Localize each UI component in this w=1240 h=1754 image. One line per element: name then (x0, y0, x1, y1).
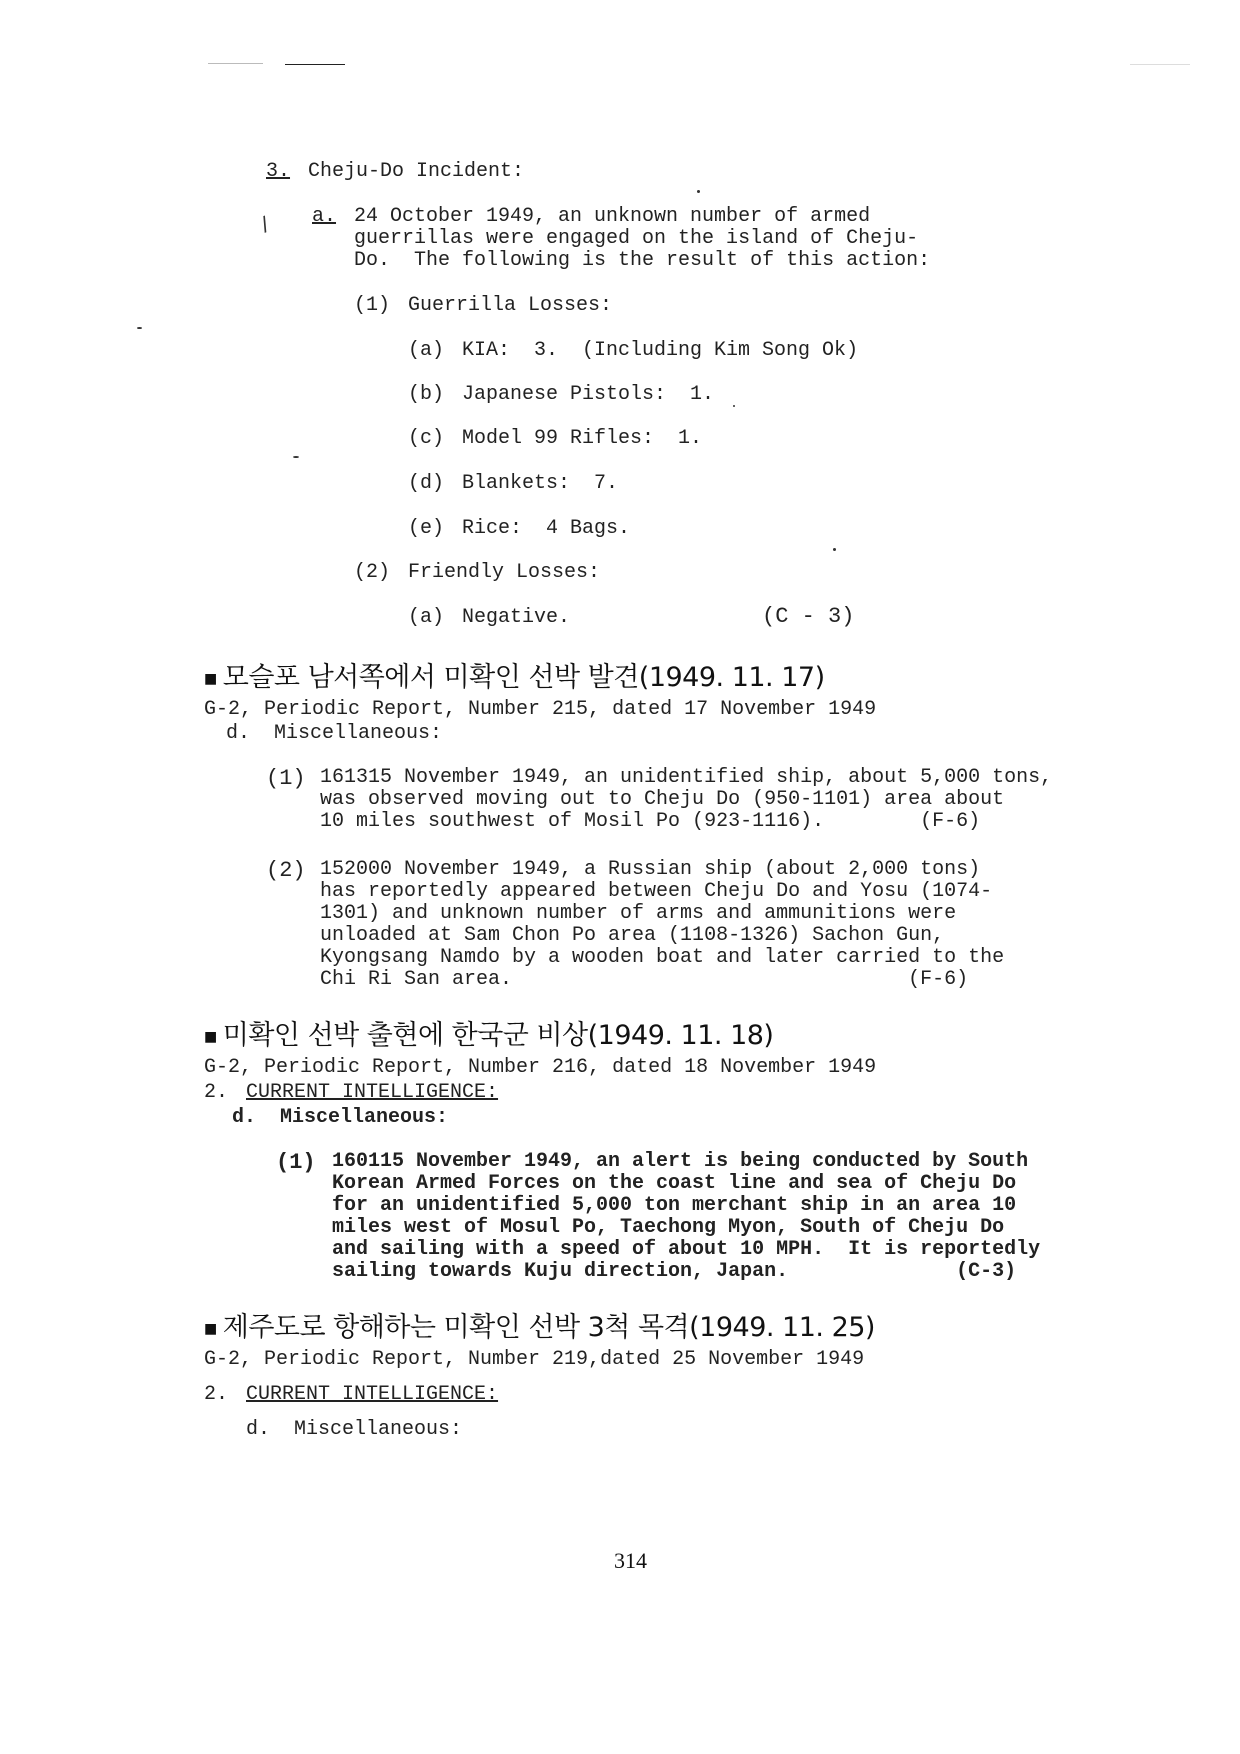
loss-item-text: Rice: 4 Bags. (462, 517, 631, 540)
loss-item-label: (e) (408, 517, 445, 540)
entry-item-label: (2) (266, 858, 306, 883)
bullet-icon: ■ (204, 670, 217, 687)
loss-item-label: (c) (408, 427, 445, 450)
speck (833, 548, 836, 551)
source-rating: (C - 3) (762, 604, 855, 629)
speck (293, 456, 299, 458)
scan-mark-rule (285, 64, 345, 65)
entry-section-title: CURRENT INTELLIGENCE: (246, 1383, 499, 1406)
entry-section-number: 2. (204, 1383, 229, 1406)
entry-item-line: unloaded at Sam Chon Po area (1108-1326) Sachon Gun, (320, 924, 945, 947)
entry-item-line: 161315 November 1949, an unidentified ship, about 5,000 tons, (320, 766, 1053, 789)
entry-item-line: Chi Ri San area. (F-6) (320, 968, 969, 991)
margin-check-mark: / (257, 211, 273, 238)
speck (733, 405, 735, 407)
bullet-icon: ■ (204, 1320, 217, 1337)
entry-source: G-2, Periodic Report, Number 215, dated 17 November 1949 (204, 698, 877, 721)
entry-item-line: for an unidentified 5,000 ton merchant ship in an area 10 (332, 1194, 1017, 1217)
entry-subsection: d. Miscellaneous: (246, 1418, 463, 1441)
section-number: 3. (266, 160, 291, 183)
bullet-icon: ■ (204, 1028, 217, 1045)
entry-item-line: sailing towards Kuju direction, Japan. (C-3) (332, 1260, 1017, 1283)
entry-item-line: 1301) and unknown number of arms and ammunitions were (320, 902, 957, 925)
entry-subsection: d. Miscellaneous: (232, 1106, 449, 1129)
entry-source: G-2, Periodic Report, Number 219,dated 25 November 1949 (204, 1348, 865, 1371)
page-number: 314 (614, 1548, 647, 1573)
guerrilla-losses-title: Guerrilla Losses: (408, 294, 613, 317)
entry-item-label: (1) (266, 766, 306, 791)
entry-item-line: has reportedly appeared between Cheju Do and Yosu (1074- (320, 880, 993, 903)
entry-heading: ■ 제주도로 항해하는 미확인 선박 3척 목격(1949. 11. 25) (204, 1312, 875, 1343)
entry-item-label: (1) (276, 1150, 316, 1175)
entry-item-line: 160115 November 1949, an alert is being conducted by South (332, 1150, 1029, 1173)
scan-mark-right (1130, 64, 1190, 65)
friendly-item-label: (a) (408, 606, 445, 629)
entry-item-line: was observed moving out to Cheju Do (950-1101) area about (320, 788, 1005, 811)
speck (697, 190, 700, 193)
entry-section-title: CURRENT INTELLIGENCE: (246, 1081, 499, 1104)
entry-item-line: and sailing with a speed of about 10 MPH. It is reportedly (332, 1238, 1041, 1261)
item-a-label: a. (312, 205, 337, 228)
item-a-line-3: Do. The following is the result of this action: (354, 249, 931, 272)
loss-item-text: Model 99 Rifles: 1. (462, 427, 703, 450)
entry-item-line: 152000 November 1949, a Russian ship (about 2,000 tons) (320, 858, 981, 881)
entry-subsection: d. Miscellaneous: (226, 722, 443, 745)
loss-item-text: Blankets: 7. (462, 472, 619, 495)
guerrilla-losses-label: (1) (354, 294, 391, 317)
loss-item-label: (d) (408, 472, 445, 495)
scan-mark-left (208, 63, 263, 64)
speck (137, 327, 142, 329)
entry-item-line: 10 miles southwest of Mosil Po (923-1116). (F-6) (320, 810, 981, 833)
entry-source: G-2, Periodic Report, Number 216, dated 18 November 1949 (204, 1056, 877, 1079)
loss-item-label: (b) (408, 383, 445, 406)
loss-item-text: Japanese Pistols: 1. (462, 383, 715, 406)
friendly-losses-label: (2) (354, 561, 391, 584)
entry-heading: ■ 미확인 선박 출현에 한국군 비상(1949. 11. 18) (204, 1020, 774, 1051)
entry-section-number: 2. (204, 1081, 229, 1104)
entry-item-line: miles west of Mosul Po, Taechong Myon, South of Cheju Do (332, 1216, 1005, 1239)
loss-item-text: KIA: 3. (Including Kim Song Ok) (462, 339, 859, 362)
loss-item-label: (a) (408, 339, 445, 362)
entry-item-line: Korean Armed Forces on the coast line and sea of Cheju Do (332, 1172, 1017, 1195)
friendly-losses-title: Friendly Losses: (408, 561, 601, 584)
item-a-line-1: 24 October 1949, an unknown number of armed (354, 205, 871, 228)
item-a-line-2: guerrillas were engaged on the island of Cheju- (354, 227, 919, 250)
entry-item-line: Kyongsang Namdo by a wooden boat and later carried to the (320, 946, 1005, 969)
section-title: Cheju-Do Incident: (308, 160, 525, 183)
entry-heading: ■ 모슬포 남서쪽에서 미확인 선박 발견(1949. 11. 17) (204, 662, 825, 693)
friendly-item-text: Negative. (462, 606, 571, 629)
